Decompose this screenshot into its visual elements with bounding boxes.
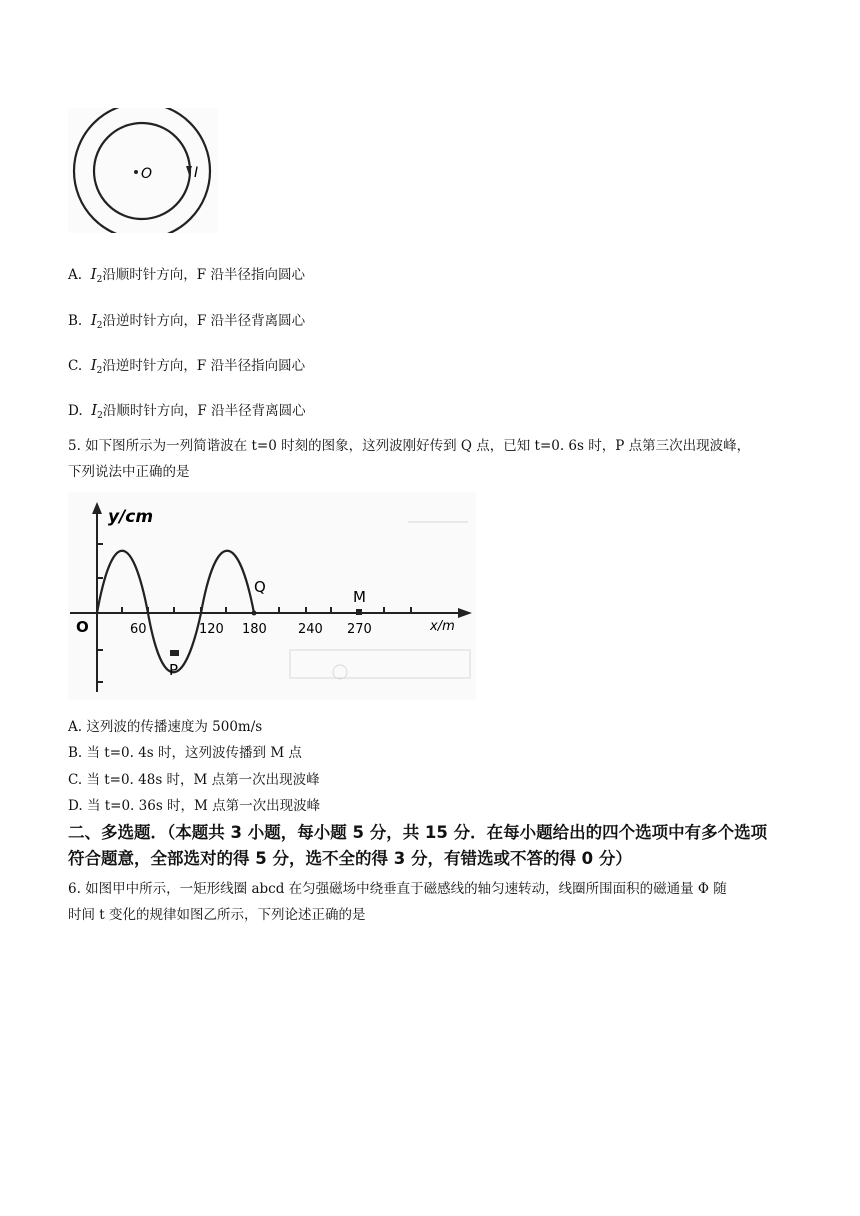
section-2-heading xyxy=(68,820,838,872)
q4-option-b[interactable]: B. $I_2$沿逆时针方向，F 沿半径背离圆心 xyxy=(68,311,306,331)
center-label: O xyxy=(141,166,153,182)
point-m-marker xyxy=(356,609,362,615)
q4-option-d[interactable]: D. $I_2$沿顺时针方向，F 沿半径背离圆心 xyxy=(68,401,306,421)
point-p-label: P xyxy=(169,661,179,679)
point-q-label: Q xyxy=(254,578,266,596)
q5-option-d[interactable]: D. 当 t=0. 36s 时，M 点第一次出现波峰 xyxy=(68,798,321,814)
x-tick-270: 270 xyxy=(347,622,372,637)
q5-option-a[interactable]: A. 这列波的传播速度为 500m/s xyxy=(68,719,263,735)
concentric-rings-figure xyxy=(68,108,218,233)
y-axis-label: y/cm xyxy=(108,507,154,527)
q5-stem-line2: 下列说法中正确的是 xyxy=(68,464,190,480)
section-2-line2: 符合题意，全部选对的得 5 分，选不全的得 3 分，有错选或不答的得 0 分） xyxy=(68,849,632,868)
q5-option-b[interactable]: B. 当 t=0. 4s 时，这列波传播到 M 点 xyxy=(68,745,302,761)
current-label: I xyxy=(194,165,199,181)
q5-option-c[interactable]: C. 当 t=0. 48s 时，M 点第一次出现波峰 xyxy=(68,772,320,788)
x-tick-120: 120 xyxy=(199,622,224,637)
point-q-marker xyxy=(252,611,257,616)
q5-stem-line1: 5. 如下图所示为一列简谐波在 t=0 时刻的图象，这列波刚好传到 Q 点，已知 t=0. 6s 时，P 点第三次出现波峰， xyxy=(68,438,751,454)
x-axis-label: x/m xyxy=(430,619,455,634)
x-tick-60: 60 xyxy=(130,622,147,637)
center-dot xyxy=(134,170,138,174)
x-tick-240: 240 xyxy=(298,622,323,637)
q6-stem-line1: 6. 如图甲中所示，一矩形线圈 abcd 在匀强磁场中绕垂直于磁感线的轴匀速转动，线圈所围面积的磁通量 Φ 随 xyxy=(68,881,727,897)
q6-stem-line2: 时间 t 变化的规律如图乙所示，下列论述正确的是 xyxy=(68,907,366,923)
q4-option-a[interactable]: A. $I_2$沿顺时针方向，F 沿半径指向圆心 xyxy=(68,265,305,285)
q5-stem xyxy=(68,433,828,485)
point-m-label: M xyxy=(353,588,366,606)
section-2-line1: 二、多选题．（本题共 3 小题，每小题 5 分，共 15 分．在每小题给出的四个选项中有多个选项 xyxy=(68,823,768,842)
point-p-marker xyxy=(170,650,179,656)
origin-label: O xyxy=(76,618,89,636)
q6-stem xyxy=(68,876,838,928)
wave-graph-figure xyxy=(68,492,476,700)
x-tick-180: 180 xyxy=(242,622,267,637)
q4-option-c[interactable]: C. $I_2$沿逆时针方向，F 沿半径指向圆心 xyxy=(68,356,306,376)
